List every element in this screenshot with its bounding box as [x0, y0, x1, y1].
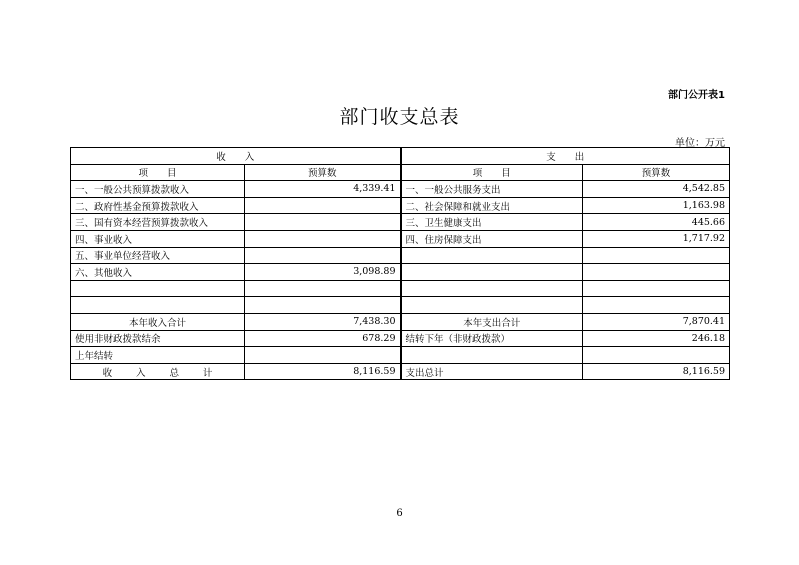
income-item-cell: 五、事业单位经营收入 — [71, 247, 245, 264]
income-item-cell: 二、政府性基金预算拨款收入 — [71, 197, 245, 214]
income-item-cell — [71, 297, 245, 314]
expense-value-cell: 246.18 — [583, 330, 730, 347]
expense-value-cell: 1,717.92 — [583, 230, 730, 247]
section-header-row — [71, 148, 730, 165]
expense-item-cell: 结转下年（非财政拨款） — [401, 330, 583, 347]
table-number-label: 部门公开表1 — [668, 90, 725, 101]
table-row — [71, 280, 730, 297]
income-value-cell — [245, 247, 401, 264]
expense-budget-col-header: 预算数 — [583, 164, 730, 181]
table-row — [71, 230, 730, 247]
income-budget-col-header: 预算数 — [245, 164, 401, 181]
expense-item-cell: 支出总计 — [401, 363, 583, 380]
table-row — [71, 214, 730, 231]
expense-item-cell — [401, 247, 583, 264]
expense-item-col-header: 项 目 — [401, 164, 583, 181]
budget-summary-table — [70, 147, 730, 380]
expense-value-cell — [583, 297, 730, 314]
expense-value-cell: 4,542.85 — [583, 181, 730, 198]
expense-item-cell: 二、社会保障和就业支出 — [401, 197, 583, 214]
expense-value-cell: 8,116.59 — [583, 363, 730, 380]
income-value-cell — [245, 197, 401, 214]
table-row — [71, 297, 730, 314]
balance-row — [71, 330, 730, 347]
income-item-col-header: 项 目 — [71, 164, 245, 181]
expense-item-cell: 一、一般公共服务支出 — [401, 181, 583, 198]
income-item-cell: 六、其他收入 — [71, 264, 245, 281]
income-section-header: 收 入 — [71, 148, 401, 165]
table-row — [71, 181, 730, 198]
income-value-cell: 4,339.41 — [245, 181, 401, 198]
income-value-cell: 3,098.89 — [245, 264, 401, 281]
income-value-cell — [245, 230, 401, 247]
expense-value-cell — [583, 264, 730, 281]
expense-item-cell — [401, 297, 583, 314]
expense-item-cell: 三、卫生健康支出 — [401, 214, 583, 231]
subtotal-row — [71, 313, 730, 330]
expense-value-cell: 1,163.98 — [583, 197, 730, 214]
income-item-cell: 本年收入合计 — [71, 313, 245, 330]
page-title: 部门收支总表 — [339, 106, 460, 128]
income-value-cell — [245, 214, 401, 231]
expense-section-header: 支 出 — [401, 148, 730, 165]
expense-value-cell — [583, 347, 730, 364]
expense-item-cell: 本年支出合计 — [401, 313, 583, 330]
income-value-cell — [245, 297, 401, 314]
table-row — [71, 264, 730, 281]
expense-item-cell — [401, 264, 583, 281]
income-item-cell: 上年结转 — [71, 347, 245, 364]
income-value-cell: 8,116.59 — [245, 363, 401, 380]
income-item-cell: 使用非财政拨款结余 — [71, 330, 245, 347]
income-value-cell — [245, 280, 401, 297]
unit-label: 单位：万元 — [675, 138, 725, 149]
table-row — [71, 247, 730, 264]
income-value-cell: 678.29 — [245, 330, 401, 347]
expense-value-cell — [583, 247, 730, 264]
expense-value-cell: 7,870.41 — [583, 313, 730, 330]
carryover-row — [71, 347, 730, 364]
expense-value-cell — [583, 280, 730, 297]
income-value-cell: 7,438.30 — [245, 313, 401, 330]
income-item-cell: 收 入 总 计 — [71, 363, 245, 380]
expense-item-cell — [401, 280, 583, 297]
table-row — [71, 197, 730, 214]
column-header-row — [71, 164, 730, 181]
grand-total-row — [71, 363, 730, 380]
expense-item-cell: 四、住房保障支出 — [401, 230, 583, 247]
expense-value-cell: 445.66 — [583, 214, 730, 231]
income-item-cell: 四、事业收入 — [71, 230, 245, 247]
page-number: 6 — [396, 508, 403, 519]
income-value-cell — [245, 347, 401, 364]
expense-item-cell — [401, 347, 583, 364]
income-item-cell: 三、国有资本经营预算拨款收入 — [71, 214, 245, 231]
income-item-cell: 一、一般公共预算拨款收入 — [71, 181, 245, 198]
income-item-cell — [71, 280, 245, 297]
